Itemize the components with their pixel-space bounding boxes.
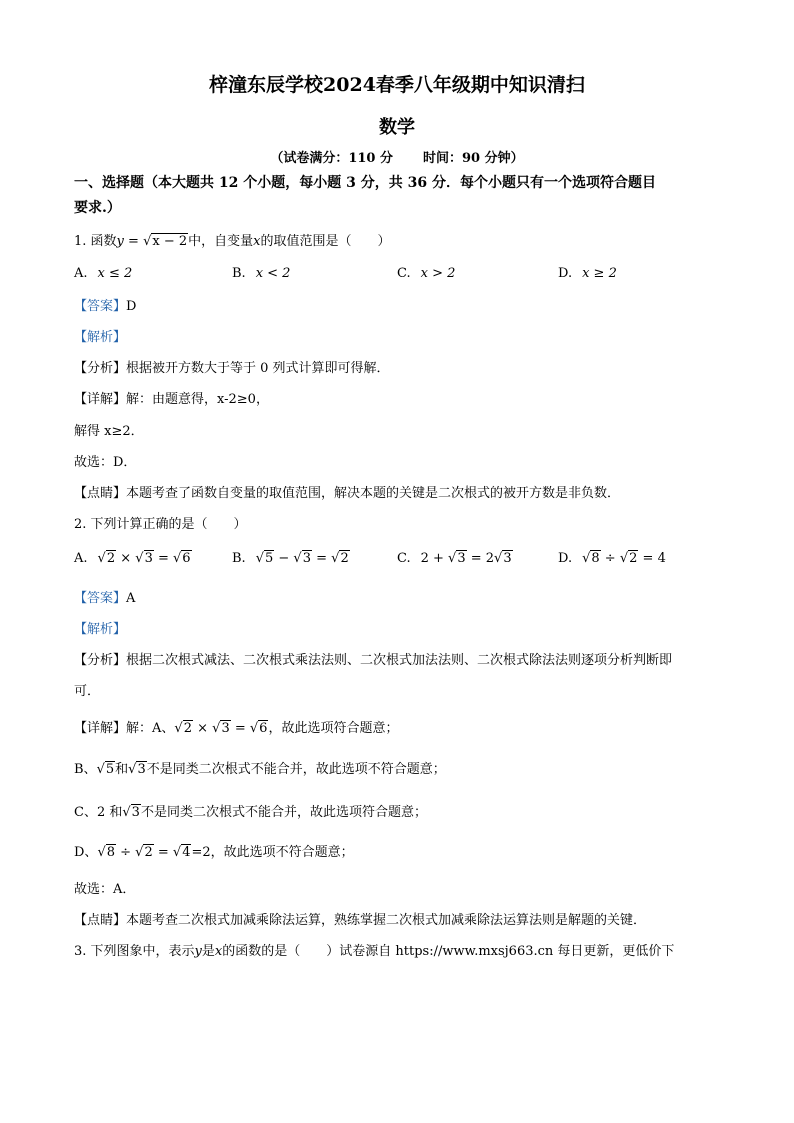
- q2-detail-c: C、2 和√3不是同类二次根式不能合并，故此选项符合题意；: [74, 805, 427, 820]
- subject-title: 数学: [379, 117, 415, 138]
- q1-xiangjie: 【详解】解：由题意得，x-2≥0，: [74, 392, 269, 407]
- q1-stem: 1. 函数y = √x − 2中，自变量x的取值范围是（ ）: [74, 232, 391, 252]
- q1-answer: 【答案】D: [74, 299, 137, 314]
- section-heading-cont: 要求.）: [74, 200, 121, 216]
- q2-answer: 【答案】A: [74, 591, 136, 606]
- q1-analysis-tag: 【解析】: [74, 330, 127, 345]
- q1-solve: 解得 x≥2．: [74, 424, 144, 439]
- q1-option-d: D. x ≥ 2: [558, 266, 617, 281]
- q2-fenxi: 【分析】根据二次根式减法、二次根式乘法法则、二次根式加法法则、二次根式除法法则逐项分析判断即: [74, 653, 673, 668]
- q1-sqrt: √x − 2: [143, 234, 188, 249]
- q1-dianjing: 【点睛】本题考查了函数自变量的取值范围，解决本题的关键是二次根式的被开方数是非负数．: [74, 486, 621, 501]
- page-title: 梓潼东辰学校2024春季八年级期中知识清扫: [209, 74, 585, 96]
- score-info: （试卷满分：110 分: [270, 151, 394, 166]
- q2-analysis-tag: 【解析】: [74, 622, 127, 637]
- time-info: 时间：90 分钟）: [423, 151, 524, 166]
- q2-detail-d: D、√8 ÷ √2 = √4=2，故此选项不符合题意；: [74, 845, 354, 860]
- q2-detail-a: 【详解】解：A、√2 × √3 = √6，故此选项符合题意；: [74, 721, 399, 736]
- q1-option-b: B. x < 2: [232, 266, 291, 281]
- q3-stem: 3. 下列图象中，表示y是x的函数的是（ ）试卷源自 https://www.mxsj663.cn 每日更新，更低价下: [74, 944, 675, 959]
- q1-option-c: C. x > 2: [397, 266, 456, 281]
- q1-option-a: A. x ≤ 2: [74, 266, 133, 281]
- exam-info: [0, 147, 794, 166]
- q2-fenxi-cont: 可．: [74, 684, 101, 699]
- q1-choose: 故选：D．: [74, 455, 137, 470]
- q2-detail-b: B、√5和√3不是同类二次根式不能合并，故此选项不符合题意；: [74, 762, 446, 777]
- q2-option-b: B. √5 − √3 = √2: [232, 551, 349, 566]
- q2-choose: 故选：A．: [74, 882, 136, 897]
- q2-option-c: C. 2 + √3 = 2√3: [397, 551, 512, 566]
- q2-dianjing: 【点睛】本题考查二次根式加减乘除法运算，熟练掌握二次根式加减乘除法运算法则是解题的关键．: [74, 913, 647, 928]
- q2-stem: 2. 下列计算正确的是（ ）: [74, 517, 247, 532]
- q1-fenxi: 【分析】根据被开方数大于等于 0 列式计算即可得解．: [74, 361, 390, 376]
- q2-option-d: D. √8 ÷ √2 = 4: [558, 551, 666, 566]
- q2-option-a: A. √2 × √3 = √6: [74, 551, 191, 566]
- section-heading: 一、选择题（本大题共 12 个小题，每小题 3 分，共 36 分．每个小题只有一个选项符合题目: [74, 175, 656, 191]
